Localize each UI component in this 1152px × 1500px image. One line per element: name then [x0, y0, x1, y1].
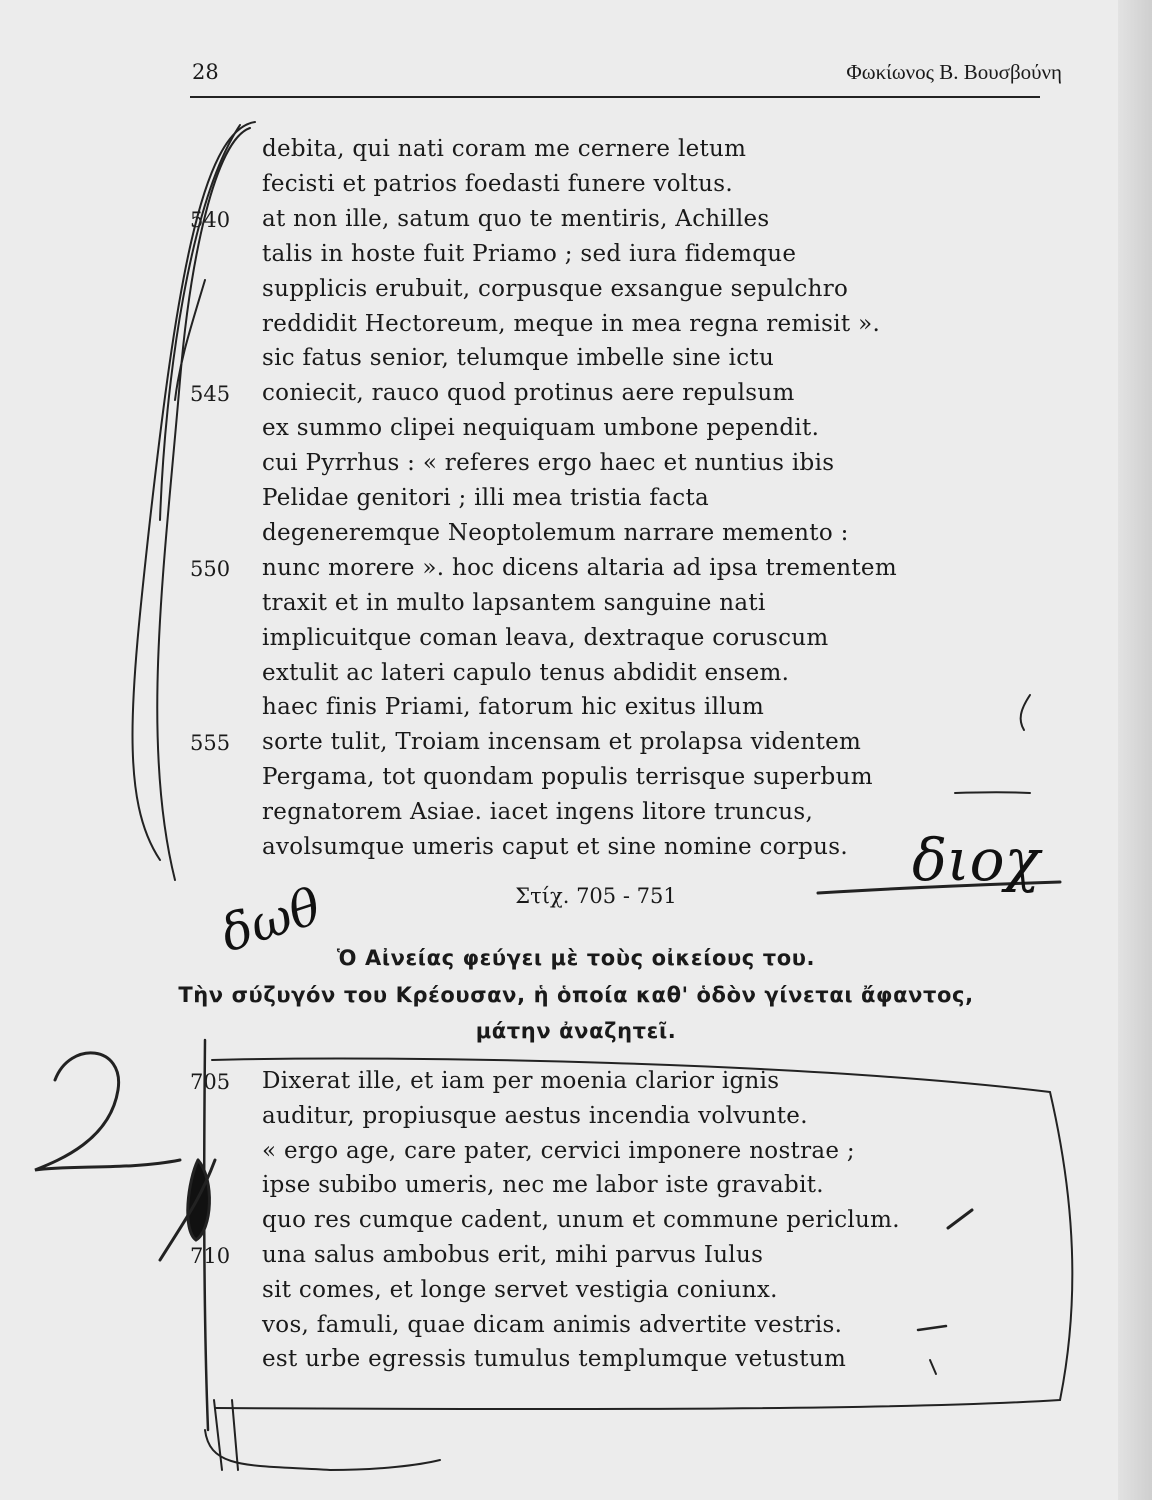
- heading-line-3: μάτην ἀναζητεῖ.: [475, 1019, 677, 1043]
- verse-line: una salus ambobus erit, mihi parvus Iulus: [262, 1242, 764, 1268]
- verse-line: regnatorem Asiae. iacet ingens litore truncus,: [262, 799, 814, 826]
- verse-line: ex summo clipei nequiquam umbone pependit.: [262, 415, 820, 442]
- verse-line: traxit et in multo lapsantem sanguine nati: [262, 589, 766, 616]
- verse-line: vos, famuli, quae dicam animis advertite vestris.: [262, 1311, 843, 1338]
- heading-line-1: Ὁ Αἰνείας φεύγει μὲ τοὺς οἰκείους του.: [336, 946, 816, 970]
- verse-line: extulit ac lateri capulo tenus abdidit ensem.: [262, 659, 790, 686]
- verse-line: ipse subibo umeris, nec me labor iste gravabit.: [262, 1172, 824, 1199]
- verse-line-number: 555: [190, 731, 231, 756]
- section-reference: Στίχ. 705 - 751: [515, 884, 677, 908]
- verse-line-number: 545: [190, 382, 231, 407]
- handwritten-note-right: διοχ: [912, 826, 1040, 894]
- verse-line: sic fatus senior, telumque imbelle sine ictu: [262, 345, 775, 372]
- verse-line: at non ille, satum quo te mentiris, Achilles: [262, 205, 770, 232]
- verse-line: quo res cumque cadent, unum et commune periclum.: [262, 1207, 900, 1234]
- verse-line: talis in hoste fuit Priamo ; sed iura fidemque: [262, 240, 797, 267]
- verse-line: coniecit, rauco quod protinus aere repulsum: [262, 380, 795, 407]
- verse-line: Pergama, tot quondam populis terrisque superbum: [262, 764, 873, 791]
- verse-line-number: 705: [190, 1070, 231, 1094]
- verse-line: Pelidae genitori ; illi mea tristia facta: [262, 485, 709, 511]
- verse-line: est urbe egressis tumulus templumque vetustum: [262, 1346, 847, 1373]
- heading-line-2: Τὴν σύζυγόν του Κρέουσαν, ἡ ὁποία καθ' ὁδὸν γίνεται ἄφαντος,: [178, 983, 974, 1007]
- verse-line: degeneremque Neoptolemum narrare memento :: [262, 519, 849, 546]
- verse-line: cui Pyrrhus : « referes ergo haec et nuntius ibis: [262, 450, 835, 477]
- verse-line: sit comes, et longe servet vestigia coniunx.: [262, 1276, 778, 1303]
- running-header-author: Φωκίωνος Β. Βουσβούνη: [846, 60, 1062, 84]
- verse-line: avolsumque umeris caput et sine nomine corpus.: [262, 834, 848, 860]
- verse-line-number: 540: [190, 207, 231, 232]
- page-edge: [1118, 0, 1152, 1500]
- verse-line: fecisti et patrios foedasti funere voltus.: [262, 170, 733, 197]
- verse-line: reddidit Hectoreum, meque in mea regna remisit ».: [262, 310, 881, 337]
- page-number: 28: [192, 60, 219, 84]
- header-rule: [190, 96, 1040, 98]
- verse-line: sorte tulit, Troiam incensam et prolapsa videntem: [262, 729, 862, 756]
- verse-line-number: 710: [190, 1244, 231, 1268]
- verse-line: auditur, propiusque aestus incendia volvunte.: [262, 1102, 808, 1129]
- verse-line: implicuitque coman leava, dextraque coruscum: [262, 624, 829, 651]
- verse-line-number: 550: [190, 556, 231, 581]
- verse-line: supplicis erubuit, corpusque exsangue sepulchro: [262, 275, 849, 302]
- verse-line: debita, qui nati coram me cernere letum: [262, 136, 747, 162]
- verse-line: haec finis Priami, fatorum hic exitus illum: [262, 694, 765, 721]
- verse-line: nunc morere ». hoc dicens altaria ad ipsa trementem: [262, 554, 897, 581]
- verse-line: Dixerat ille, et iam per moenia clarior ignis: [262, 1068, 780, 1094]
- verse-line: « ergo age, care pater, cervici imponere nostrae ;: [262, 1137, 855, 1164]
- handwritten-note-left: δωθ: [213, 877, 328, 964]
